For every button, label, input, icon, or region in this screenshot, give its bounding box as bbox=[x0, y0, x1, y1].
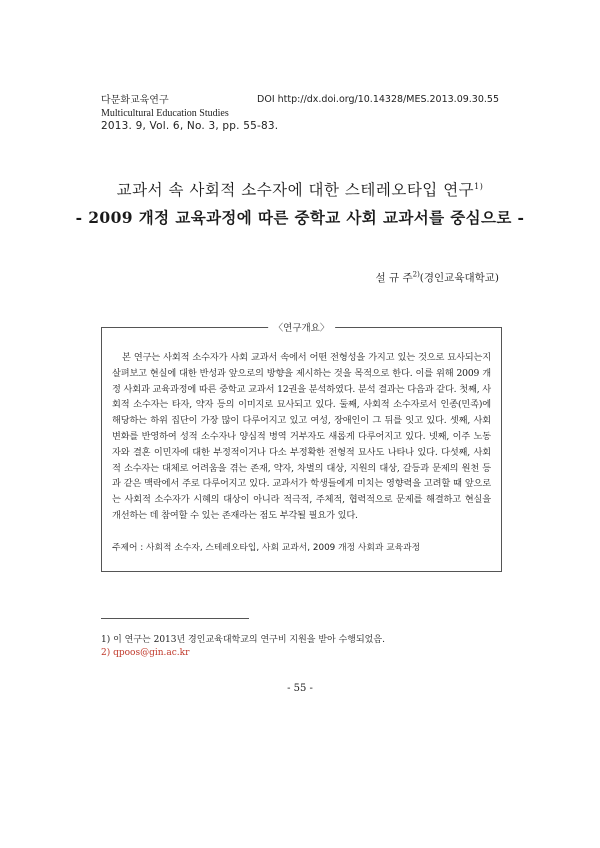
journal-name-english: Multicultural Education Studies bbox=[101, 108, 229, 119]
footnote-2-email[interactable]: 2) qpoos@gin.ac.kr bbox=[101, 648, 190, 658]
footnote-1: 1) 이 연구는 2013년 경인교육대학교의 연구비 지원을 받아 수행되었음. bbox=[101, 635, 385, 645]
paper-title bbox=[0, 178, 600, 200]
abstract-text: 본 연구는 사회적 소수자가 사회 교과서 속에서 어떤 전형성을 가지고 있는 것으로 묘사되는지 살펴보고 현실에 대한 반성과 앞으로의 방향을 제시하는 것을 목적으로 한다. 이를 위해 2009 개정 사회과 교육과정에 따른 중학교 교과서 12권을 분석하였다. 분석 결과는 다음과 같다. 첫째, 사회적 소수자는 타자, 약자 등의 이미지로 묘사되고 있다. 둘째, 사회적 소수자로서 인종(민족)에 해당하는 하위 집단이 가장 많이 다루어지고 있고 여성, 장애인이 그 뒤를 잇고 있다. 셋째, 사회 변화를 반영하여 성적 소수자나 양심적 병역 거부자도 새롭게 다루어지고 있다. 넷째, 이주 노동자와 결혼 이민자에 대한 부정적이거나 다소 부정확한 전형적 묘사도 나타나 있다. 다섯째, 사회적 소수자는 대체로 어려움을 겪는 존재, 약자, 차별의 대상, 지원의 대상, 갈등과 문제의 원천 등과 같은 맥락에서 주로 다루어지고 있다. 교과서가 학생들에게 미치는 영향력을 고려할 때 앞으로는 사회적 소수자가 시혜의 대상이 아니라 적극적, 주체적, 협력적으로 문제를 해결하고 현실을 개선하는 데 참여할 수 있는 존재라는 점도 부각될 필요가 있다. bbox=[112, 352, 491, 521]
keywords: 주제어 : 사회적 소수자, 스테레오타입, 사회 교과서, 2009 개정 사회과 교육과정 bbox=[112, 543, 421, 553]
author-line bbox=[376, 270, 500, 285]
author-affiliation: (경인교육대학교) bbox=[419, 272, 499, 284]
author-name: 설 규 주 bbox=[375, 272, 413, 284]
abstract-label: 〈연구개요〉 bbox=[268, 320, 336, 334]
abstract-box bbox=[101, 323, 502, 572]
page-number: - 55 - bbox=[287, 683, 313, 694]
journal-name-korean: 다문화교육연구 bbox=[101, 95, 169, 106]
journal-header bbox=[101, 94, 278, 133]
doi-link[interactable]: DOI http://dx.doi.org/10.14328/MES.2013.09.30.55 bbox=[257, 94, 499, 105]
footnote-divider bbox=[101, 618, 249, 619]
paper-subtitle: - 2009 개정 교육과정에 따른 중학교 사회 교과서를 중심으로 - bbox=[75, 208, 525, 227]
volume-info: 2013. 9, Vol. 6, No. 3, pp. 55-83. bbox=[101, 120, 279, 132]
author-footnote-marker: 2) bbox=[412, 270, 420, 279]
paper-title-text: 교과서 속 사회적 소수자에 대한 스테레오타입 연구 bbox=[116, 181, 475, 199]
title-footnote-marker: 1) bbox=[474, 181, 484, 191]
